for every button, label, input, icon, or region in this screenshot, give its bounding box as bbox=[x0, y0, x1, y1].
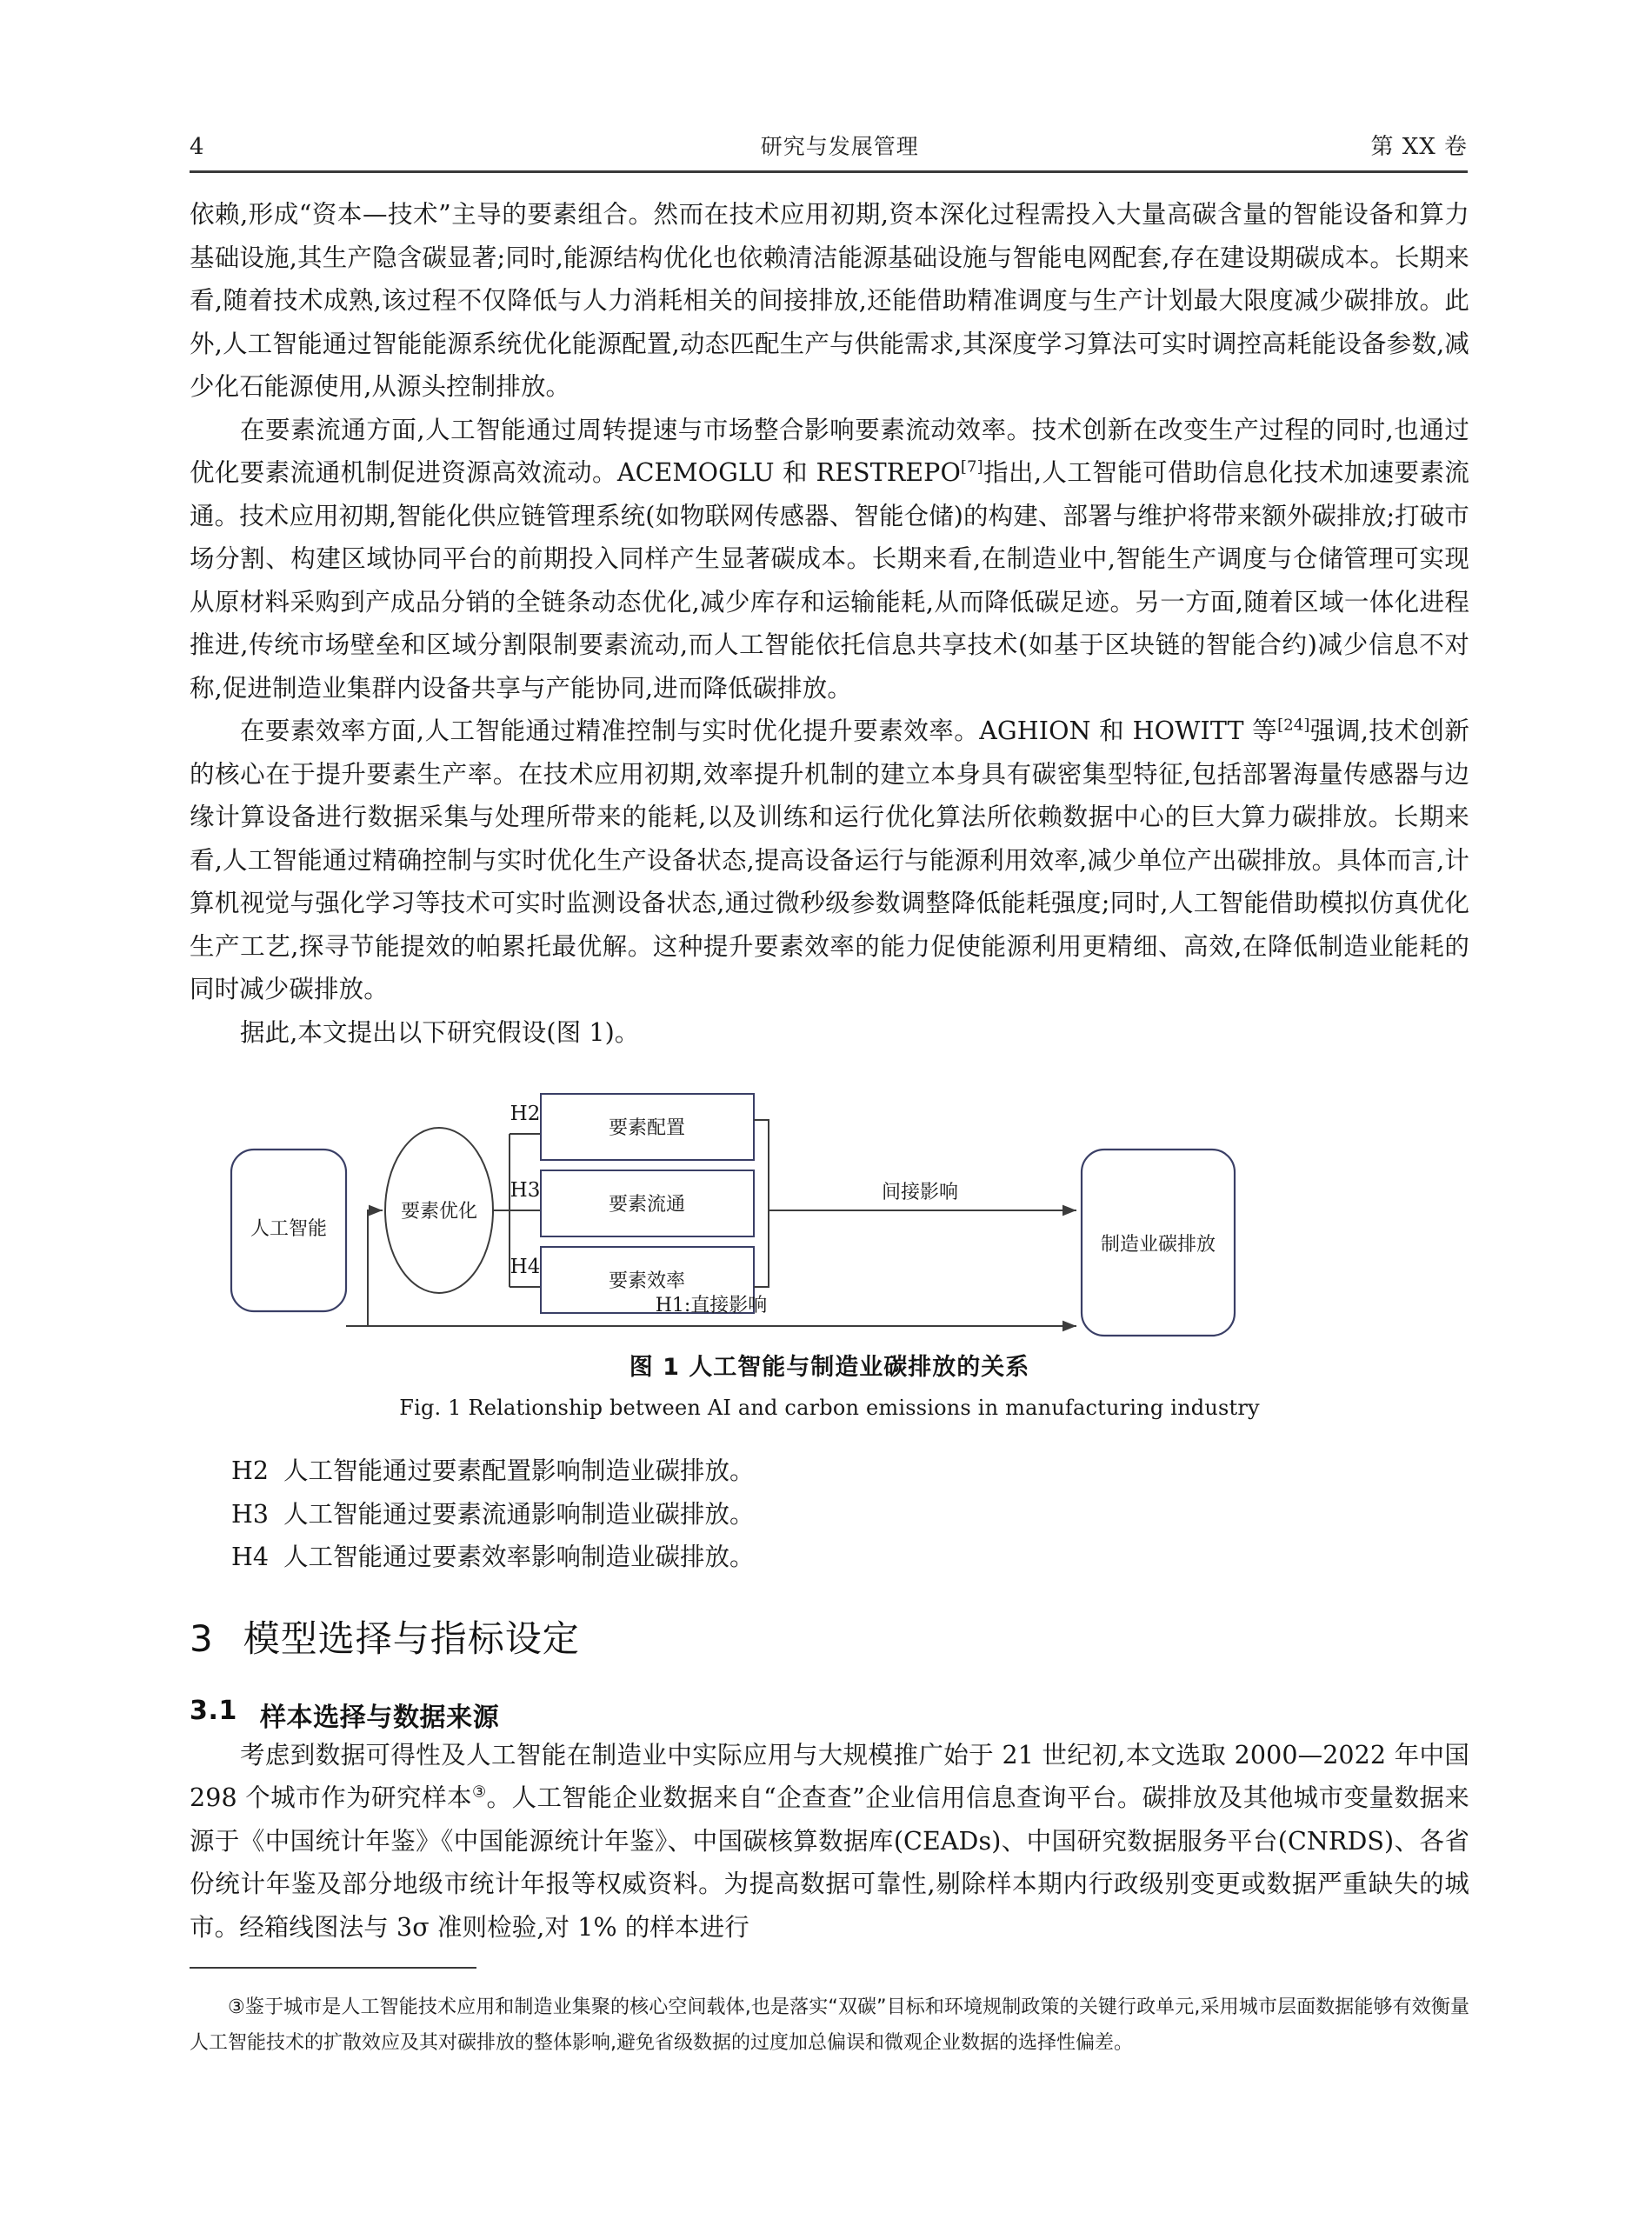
node-target-label: 制造业碳排放 bbox=[1100, 1234, 1216, 1256]
paragraph-3-part-a: 在要素效率方面,人工智能通过精准控制与实时优化提升要素效率。AGHION 和 HOWITT 等 bbox=[240, 716, 1278, 745]
section-title: 模型选择与指标设定 bbox=[243, 1616, 580, 1660]
header-rule bbox=[190, 170, 1468, 173]
figure-caption-cn: 图 1 人工智能与制造业碳排放的关系 bbox=[629, 1354, 1030, 1381]
hypothesis-key: H2 bbox=[231, 1456, 269, 1485]
paragraph-4: 据此,本文提出以下研究假设(图 1)。 bbox=[240, 1017, 640, 1047]
citation-ref-7: [7] bbox=[960, 457, 983, 477]
hypothesis-text: 人工智能通过要素流通影响制造业碳排放。 bbox=[283, 1499, 755, 1529]
hypothesis-key: H3 bbox=[231, 1499, 269, 1529]
label-h4: H4 bbox=[510, 1256, 541, 1278]
section-heading-3 bbox=[190, 1617, 1469, 1661]
edge-merge-bottom bbox=[754, 1210, 769, 1287]
label-h2: H2 bbox=[510, 1103, 541, 1125]
footnote-ref-3: ③ bbox=[471, 1783, 487, 1802]
node-mediator-label: 要素优化 bbox=[400, 1201, 478, 1223]
journal-title: 研究与发展管理 bbox=[760, 134, 919, 159]
running-head bbox=[190, 129, 1468, 161]
subsection-number: 3.1 bbox=[190, 1695, 237, 1726]
section-number: 3 bbox=[190, 1616, 214, 1660]
paragraph-2 bbox=[190, 409, 1469, 710]
hypothesis-text: 人工智能通过要素配置影响制造业碳排放。 bbox=[283, 1456, 755, 1485]
node-h4-label: 要素效率 bbox=[608, 1270, 686, 1292]
paragraph-2-part-a: 在要素流通方面,人工智能通过周转提速与市场整合影响要素流动效率。技术创新在改变生产过程的同时,也通过优化要素流通机制促进资源高效流动。ACEMOGLU 和 RESTREPO bbox=[190, 415, 1469, 487]
hypothesis-item bbox=[190, 1493, 1469, 1536]
paragraph-5 bbox=[190, 1734, 1469, 1949]
hypothesis-key: H4 bbox=[231, 1543, 269, 1571]
node-h2-label: 要素配置 bbox=[608, 1117, 686, 1139]
edge-source-to-mediator bbox=[346, 1210, 383, 1326]
paragraph-5-part-a: 考虑到数据可得性及人工智能在制造业中实际应用与大规模推广始于 21 世纪初,本文选取 2000—2022 年中国 298 个城市作为研究样本 bbox=[190, 1740, 1469, 1813]
figure-1 bbox=[190, 1080, 1469, 1341]
hypothesis-item bbox=[190, 1450, 1469, 1493]
hypothesis-text: 人工智能通过要素效率影响制造业碳排放。 bbox=[283, 1543, 755, 1571]
subsection-heading-3-1 bbox=[190, 1696, 1469, 1734]
hypothesis-item bbox=[190, 1536, 1469, 1579]
edge-merge-top bbox=[754, 1120, 769, 1210]
paragraph-3 bbox=[190, 710, 1469, 1011]
node-source-label: 人工智能 bbox=[250, 1218, 328, 1240]
label-direct-effect: H1:直接影响 bbox=[655, 1295, 768, 1316]
paragraph-3-part-b: 强调,技术创新的核心在于提升要素生产率。在技术应用初期,效率提升机制的建立本身具有碳密集型特征,包括部署海量传感器与边缘计算设备进行数据采集与处理所带来的能耗,以及训练和运行优化算法所依赖数据中心的巨大算力碳排放。长期来看,人工智能通过精确控制与实时优化生产设备状态,提高设备运行与能源利用效率,减少单位产出碳排放。具体而言,计算机视觉与强化学习等技术可实时监测设备状态,通过微秒级参数调整降低能耗强度;同时,人工智能借助模拟仿真优化生产工艺,探寻节能提效的帕累托最优解。这种提升要素效率的能力促使能源利用更精细、高效,在降低制造业能耗的同时减少碳排放。 bbox=[190, 716, 1469, 1003]
figure-caption-en: Fig. 1 Relationship between AI and carbon emissions in manufacturing industry bbox=[399, 1396, 1260, 1420]
footnote-rule bbox=[190, 1967, 476, 1969]
page-number: 4 bbox=[190, 134, 205, 160]
citation-ref-24: [24] bbox=[1277, 716, 1310, 735]
paragraph-1: 依赖,形成“资本—技术”主导的要素组合。然而在技术应用初期,资本深化过程需投入大量高碳含量的智能设备和算力基础设施,其生产隐含碳显著;同时,能源结构优化也依赖清洁能源基础设施与智能电网配套,存在建设期碳成本。长期来看,随着技术成熟,该过程不仅降低与人力消耗相关的间接排放,还能借助精准调度与生产计划最大限度减少碳排放。此外,人工智能通过智能能源系统优化能源配置,动态匹配生产与供能需求,其深度学习算法可实时调控高耗能设备参数,减少化石能源使用,从源头控制排放。 bbox=[190, 200, 1469, 401]
figure-1-diagram bbox=[190, 1080, 1469, 1341]
paragraph-5-part-b: 。人工智能企业数据来自“企查查”企业信用信息查询平台。碳排放及其他城市变量数据来源于《中国统计年鉴》《中国能源统计年鉴》、中国碳核算数据库(CEADs)、中国研究数据服务平台(CNRDS)、各省份统计年鉴及部分地级市统计年报等权威资料。为提高数据可靠性,剔除样本期内行政级别变更或数据严重缺失的城市。经箱线图法与 3σ 准则检验,对 1% 的样本进行 bbox=[190, 1783, 1469, 1942]
label-indirect-effect: 间接影响 bbox=[881, 1182, 959, 1203]
text-column bbox=[190, 193, 1469, 1949]
label-h3: H3 bbox=[510, 1179, 541, 1202]
node-h3-label: 要素流通 bbox=[608, 1194, 686, 1216]
volume-label: 第 XX 卷 bbox=[1370, 134, 1468, 160]
paragraph-2-part-b: 指出,人工智能可借助信息化技术加速要素流通。技术应用初期,智能化供应链管理系统(如物联网传感器、智能仓储)的构建、部署与维护将带来额外碳排放;打破市场分割、构建区域协同平台的前期投入同样产生显著碳成本。长期来看,在制造业中,智能生产调度与仓储管理可实现从原材料采购到产成品分销的全链条动态优化,减少库存和运输能耗,从而降低碳足迹。另一方面,随着区域一体化进程推进,传统市场壁垒和区域分割限制要素流动,而人工智能依托信息共享技术(如基于区块链的智能合约)减少信息不对称,促进制造业集群内设备共享与产能协同,进而降低碳排放。 bbox=[190, 458, 1469, 703]
hypothesis-list bbox=[190, 1450, 1469, 1579]
footnote-text: ③鉴于城市是人工智能技术应用和制造业集聚的核心空间载体,也是落实“双碳”目标和环境规制政策的关键行政单元,采用城市层面数据能够有效衡量人工智能技术的扩散效应及其对碳排放的整体影响,避免省级数据的过度加总偏误和微观企业数据的选择性偏差。 bbox=[190, 1996, 1469, 2054]
subsection-title: 样本选择与数据来源 bbox=[259, 1702, 500, 1733]
